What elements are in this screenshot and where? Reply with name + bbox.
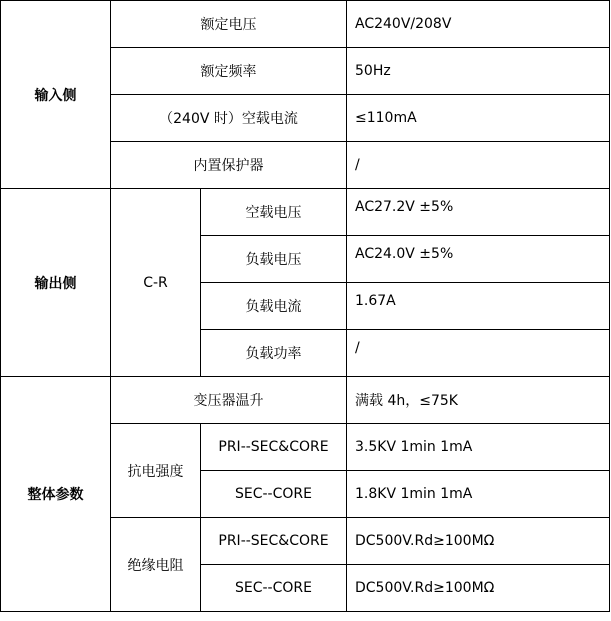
section-header-input: 输入侧: [1, 1, 111, 189]
param-value: 满载 4h，≤75K: [347, 377, 610, 424]
insulation-label: 绝缘电阻: [111, 518, 201, 612]
param-label: 负载电流: [201, 283, 347, 330]
param-label: 变压器温升: [111, 377, 347, 424]
param-value: AC24.0V ±5%: [347, 236, 610, 283]
param-label: 空载电压: [201, 189, 347, 236]
dielectric-label: 抗电强度: [111, 424, 201, 518]
param-label: PRI--SEC&CORE: [201, 518, 347, 565]
table-row: [1, 1, 610, 48]
table-row: [1, 189, 610, 236]
param-value: 1.67A: [347, 283, 610, 330]
param-label: （240V 时）空载电流: [111, 95, 347, 142]
param-label: SEC--CORE: [201, 471, 347, 518]
param-label: 负载功率: [201, 330, 347, 377]
param-value: AC240V/208V: [347, 1, 610, 48]
param-label: PRI--SEC&CORE: [201, 424, 347, 471]
param-label: 内置保护器: [111, 142, 347, 189]
param-label: SEC--CORE: [201, 565, 347, 612]
param-value: ≤110mA: [347, 95, 610, 142]
param-value: /: [347, 142, 610, 189]
section-header-output: 输出侧: [1, 189, 111, 377]
param-label: 负载电压: [201, 236, 347, 283]
param-value: /: [347, 330, 610, 377]
table-row: [1, 377, 610, 424]
param-value: AC27.2V ±5%: [347, 189, 610, 236]
param-value: DC500V.Rd≥100MΩ: [347, 518, 610, 565]
param-value: 50Hz: [347, 48, 610, 95]
section-header-overall: 整体参数: [1, 377, 111, 612]
param-label: 额定频率: [111, 48, 347, 95]
param-value: DC500V.Rd≥100MΩ: [347, 565, 610, 612]
param-label: 额定电压: [111, 1, 347, 48]
param-value: 1.8KV 1min 1mA: [347, 471, 610, 518]
param-value: 3.5KV 1min 1mA: [347, 424, 610, 471]
output-group-label: C-R: [111, 189, 201, 377]
